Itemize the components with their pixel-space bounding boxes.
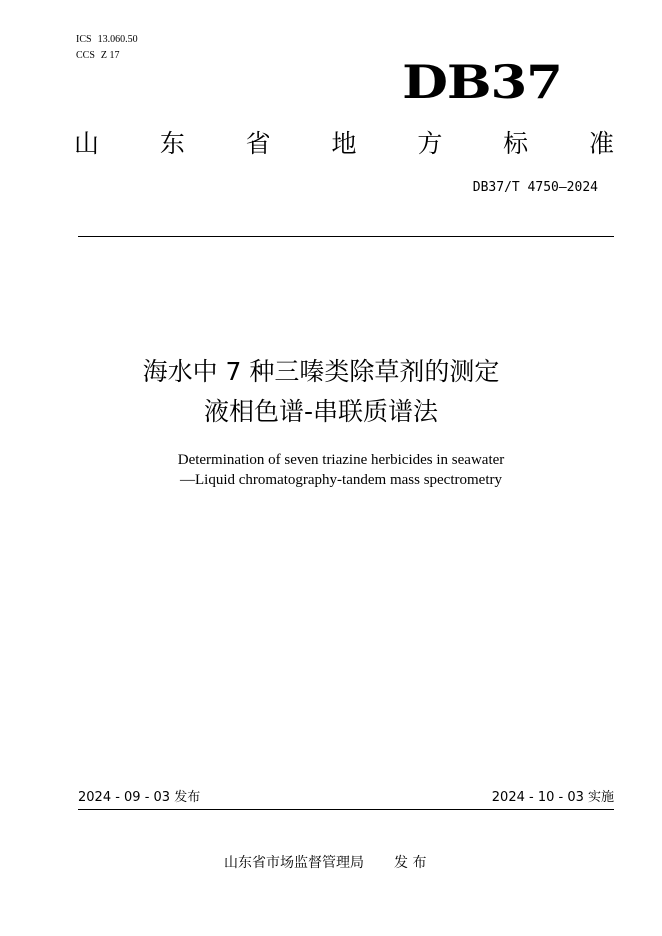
publish-word: 发 布 xyxy=(394,855,427,871)
issuer-title-char: 准 xyxy=(588,129,614,158)
implementation-date: 2024 - 10 - 03 实施 xyxy=(491,790,614,805)
title-en-line-1: Determination of seven triazine herbicides in seawater xyxy=(177,452,505,468)
issuer-title-char: 标 xyxy=(503,129,529,158)
ccs-code xyxy=(76,49,120,62)
title-en-line-2: —Liquid chromatography-tandem mass spectrometry xyxy=(180,472,502,488)
issuer-title-char: 省 xyxy=(245,129,271,158)
issuer-title-char: 东 xyxy=(159,129,185,158)
standard-number: DB37/T 4750—2024 xyxy=(472,180,598,195)
db37-logo: DB37 xyxy=(402,55,562,109)
ccs-label: CCS xyxy=(76,50,95,61)
ccs-value: Z 17 xyxy=(100,50,120,61)
issuer-title-char: 方 xyxy=(417,129,443,158)
issuer-title-char: 山 xyxy=(74,129,100,158)
ics-code xyxy=(76,33,138,46)
issuer-name: 山东省市场监督管理局 xyxy=(224,855,364,871)
issuer-title-char: 地 xyxy=(331,129,357,158)
title-cn-line-2: 液相色谱-串联质谱法 xyxy=(203,397,439,426)
publish-date: 2024 - 09 - 03 发布 xyxy=(78,790,201,805)
title-cn-line-1: 海水中 7 种三嗪类除草剂的测定 xyxy=(142,357,500,386)
issuer-title xyxy=(74,129,614,159)
ics-label: ICS xyxy=(76,34,92,45)
ics-value: 13.060.50 xyxy=(97,34,138,45)
footer-issuer xyxy=(224,854,426,872)
bottom-divider xyxy=(78,809,614,810)
top-divider xyxy=(78,236,614,237)
